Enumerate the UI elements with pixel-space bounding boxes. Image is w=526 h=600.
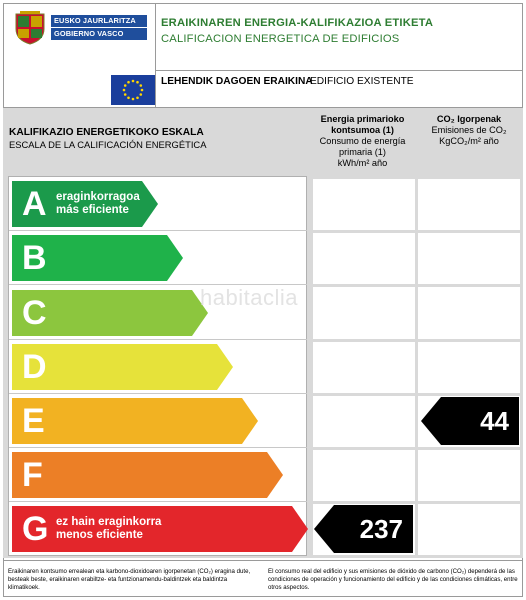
org-name-basque: EUSKO JAURLARITZA — [51, 15, 147, 27]
class-letter-c: C — [22, 293, 47, 332]
class-label-line2: menos eficiente — [56, 529, 143, 542]
co2-cell-d — [418, 342, 520, 393]
co2-heading-basque: CO₂ Igorpenak — [436, 114, 502, 124]
scale-row-divider — [9, 447, 307, 448]
eu-flag-icon — [111, 75, 155, 105]
scale-heading-basque: KALIFIKAZIO ENERGETIKOKO ESKALA — [9, 127, 204, 138]
class-letter-f: F — [22, 456, 43, 495]
class-label-a — [56, 191, 140, 217]
co2-cell-f — [418, 450, 520, 501]
footer-note-spanish: El consumo real del edificio y sus emisiones de dióxido de carbono (CO₂) dependerá de las condiciones de operación y funcionamiento del edificio y de las condiciones climáticas, entre otros aspectos. — [268, 568, 518, 591]
class-arrow-f — [12, 452, 283, 498]
building-type-spanish: EDIFICIO EXISTENTE — [310, 76, 414, 87]
class-label-line1: eraginkorragoa — [56, 191, 140, 204]
co2-rating-value: 44 — [480, 405, 509, 436]
class-letter-e: E — [22, 401, 45, 440]
class-letter-b: B — [22, 239, 47, 278]
footer-note-basque: Eraikinaren kontsumo errealean eta karbono-dioxidoaren igorpenetan (CO₂) eragina dute, besteak beste, eraikinaren erabiltze- eta funtzionamendu-baldintzek eta baldintza klimatikoek. — [8, 568, 251, 591]
co2-heading-unit: KgCO₂/m² año — [439, 136, 499, 146]
title-basque: ERAIKINAREN ENERGIA-KALIFIKAZIOA ETIKETA — [161, 17, 434, 29]
watermark: habitaclia — [200, 285, 298, 310]
scale-row-divider — [9, 230, 307, 231]
co2-cell-b — [418, 233, 520, 284]
class-label-line1: ez hain eraginkorra — [56, 516, 162, 529]
eu-stars-icon — [111, 75, 155, 105]
energy-heading-spanish: Consumo de energía primaria (1) — [319, 136, 406, 157]
scale-row-divider — [9, 339, 307, 340]
building-type-basque: LEHENDIK DAGOEN ERAIKINA — [161, 76, 313, 87]
coat-of-arms-icon — [13, 11, 47, 45]
energy-column-heading — [311, 114, 414, 169]
energy-heading-unit: kWh/m² año — [337, 158, 388, 168]
basque-government-logo — [13, 11, 148, 47]
class-arrow-e — [12, 398, 258, 444]
building-type-cell — [156, 71, 523, 108]
class-letter-a: A — [22, 185, 47, 224]
energy-cell-b — [313, 233, 415, 284]
co2-cell-a — [418, 179, 520, 230]
scale-row-divider — [9, 501, 307, 502]
co2-cell-c — [418, 287, 520, 338]
energy-cell-e — [313, 396, 415, 447]
energy-cell-a — [313, 179, 415, 230]
energy-cell-d — [313, 342, 415, 393]
org-name-spanish: GOBIERNO VASCO — [51, 28, 147, 40]
energy-heading-basque: Energia primarioko kontsumoa (1) — [320, 114, 405, 135]
class-letter-d: D — [22, 347, 47, 386]
header-title-cell — [156, 3, 523, 71]
energy-rating-value: 237 — [359, 514, 403, 545]
header-logo-cell — [3, 3, 156, 108]
class-letter-g: G — [22, 510, 49, 549]
class-label-g — [56, 516, 161, 542]
co2-heading-spanish: Emisiones de CO₂ — [431, 125, 507, 135]
title-spanish: CALIFICACION ENERGETICA DE EDIFICIOS — [161, 33, 400, 45]
scale-row-divider — [9, 393, 307, 394]
class-label-line2: más eficiente — [56, 204, 129, 217]
energy-cell-c — [313, 287, 415, 338]
energy-cell-f — [313, 450, 415, 501]
co2-column-heading — [418, 114, 520, 147]
co2-cell-g — [418, 504, 520, 555]
scale-heading-spanish: ESCALA DE LA CALIFICACIÓN ENERGÉTICA — [9, 139, 207, 150]
